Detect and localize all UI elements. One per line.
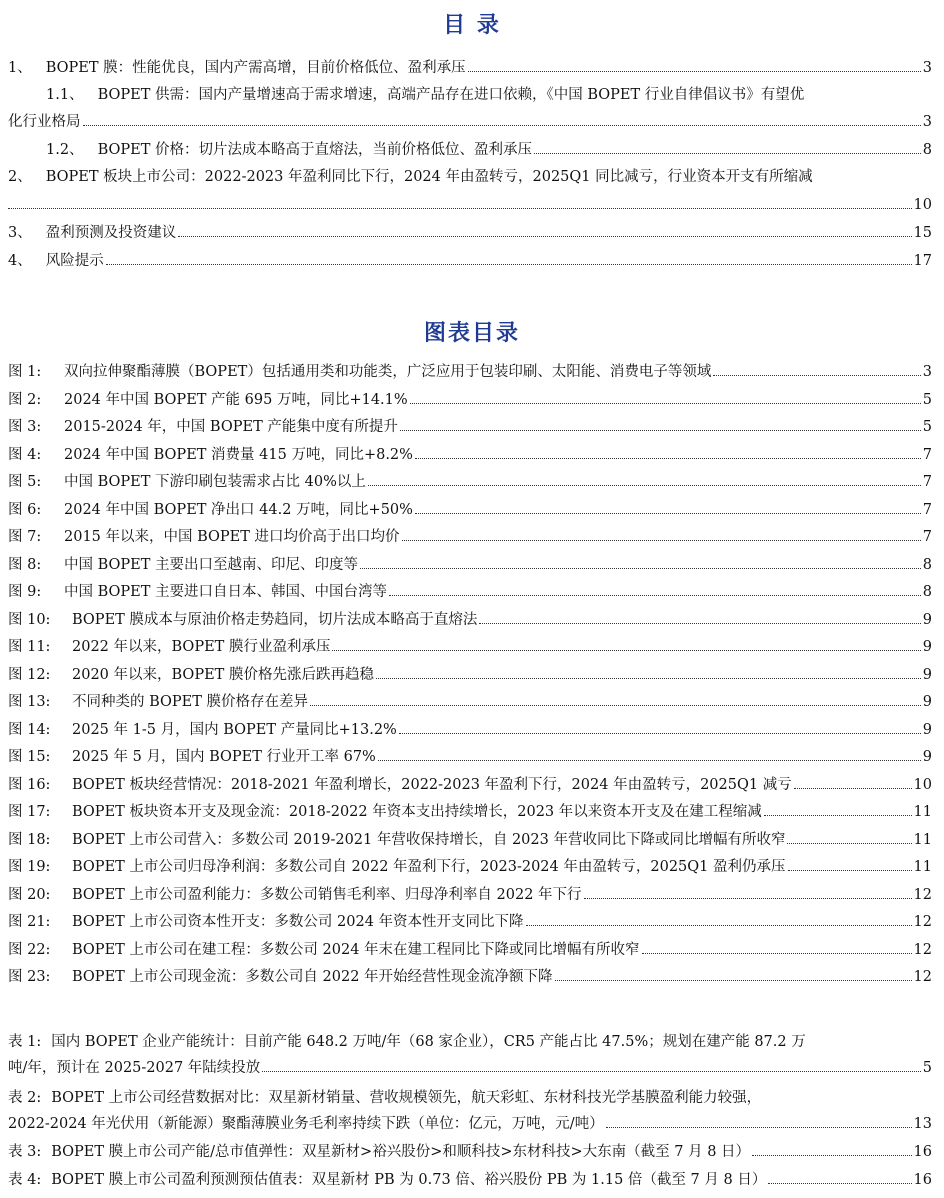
figure-entry-17[interactable]: [8, 802, 932, 822]
figure-entry-label: 图 1:: [8, 364, 42, 380]
leader-dots: [402, 540, 921, 541]
figure-entry-page: 5: [922, 391, 932, 408]
figure-entry-18[interactable]: [8, 830, 932, 850]
leader-dots: [479, 623, 920, 624]
toc-entry-4[interactable]: [8, 251, 932, 271]
toc-entry-2[interactable]: [8, 167, 934, 187]
toc-entry-text-cont: 化行业格局: [8, 114, 81, 130]
figure-entry-label: 图 14:: [8, 721, 51, 738]
figure-entry-2[interactable]: [8, 390, 932, 410]
figure-entry-text: 2024 年中国 BOPET 消费量 415 万吨，同比+8.2%: [64, 446, 413, 463]
table-entry-text: BOPET 上市公司经营数据对比：双星新材销量、营收规模领先，航天彩虹、东材科技光学基膜盈利能力较强，: [51, 1090, 762, 1106]
figure-entry-21[interactable]: [8, 912, 932, 932]
figure-entry-page: 9: [922, 666, 932, 683]
figure-entry-page: 12: [913, 969, 932, 985]
table-entry-page: 5: [922, 1060, 932, 1076]
table-entry-text: 国内 BOPET 企业产能统计：目前产能 648.2 万吨/年（68 家企业），CR5 产能占比 47.5%；规划在建产能 87.2 万: [51, 1034, 806, 1050]
table-entry-2-cont[interactable]: [8, 1114, 932, 1134]
leader-dots: [764, 815, 912, 816]
table-entry-1-cont[interactable]: [8, 1058, 932, 1078]
figure-entry-label: 图 9:: [8, 584, 42, 600]
table-entry-label: 表 3:: [8, 1144, 42, 1160]
toc-entry-page: 10: [913, 197, 932, 213]
toc-entry-1[interactable]: [8, 58, 932, 78]
figure-entry-6[interactable]: [8, 500, 932, 520]
leader-dots: [106, 264, 912, 265]
leader-dots: [360, 568, 921, 569]
figure-entry-text: 中国 BOPET 下游印刷包装需求占比 40%以上: [64, 474, 366, 490]
figure-entry-page: 12: [913, 941, 932, 958]
figure-entry-text: 中国 BOPET 主要进口自日本、韩国、中国台湾等: [64, 584, 388, 600]
figure-entry-7[interactable]: [8, 527, 932, 547]
figure-entry-page: 12: [913, 886, 932, 903]
figure-entry-page: 7: [922, 529, 932, 545]
leader-dots: [178, 236, 911, 237]
table-entry-label: 表 2:: [8, 1090, 42, 1106]
figure-entry-text: BOPET 上市公司归母净利润：多数公司自 2022 年盈利下行，2023-2024 年由盈转亏，2025Q1 盈利仍承压: [72, 859, 786, 875]
figure-entry-page: 8: [922, 584, 932, 600]
table-entry-3[interactable]: [8, 1142, 932, 1162]
figure-entry-page: 11: [913, 804, 932, 820]
leader-dots: [534, 153, 921, 154]
figure-entry-12[interactable]: [8, 665, 932, 685]
figure-entry-8[interactable]: [8, 555, 932, 575]
figure-entry-label: 图 10:: [8, 611, 51, 628]
figure-entry-11[interactable]: [8, 637, 932, 657]
leader-dots: [415, 458, 921, 459]
figure-entry-label: 图 21:: [8, 914, 51, 930]
leader-dots: [389, 595, 921, 596]
table-entry-text: BOPET 膜上市公司产能/总市值弹性：双星新材>裕兴股份>和顺科技>东材科技>大东南（截至 7 月 8 日）: [51, 1144, 751, 1160]
figure-entry-page: 11: [913, 859, 932, 875]
figure-entry-label: 图 19:: [8, 859, 51, 875]
figure-entry-5[interactable]: [8, 472, 932, 492]
toc-entry-text: BOPET 供需：国内产量增速高于需求增速，高端产品存在进口依赖，《中国 BOPET 行业自律倡议书》有望优: [97, 87, 805, 103]
figure-entry-text: BOPET 板块资本开支及现金流：2018-2022 年资本支出持续增长，2023 年以来资本开支及在建工程缩减: [72, 804, 762, 820]
figure-entry-text: BOPET 上市公司营入：多数公司 2019-2021 年营收保持增长，自 2023 年营收同比下降或同比增幅有所收窄: [72, 831, 786, 848]
figure-entry-text: BOPET 上市公司在建工程：多数公司 2024 年末在建工程同比下降或同比增幅有所收窄: [72, 941, 640, 958]
figure-entry-page: 7: [922, 474, 932, 490]
toc-entry-page: 3: [922, 114, 932, 130]
figure-entry-page: 11: [913, 831, 932, 848]
leader-dots: [555, 980, 912, 981]
leader-dots: [606, 1127, 912, 1128]
leader-dots: [788, 870, 912, 871]
table-entry-label: 表 1:: [8, 1034, 42, 1050]
figure-entry-label: 图 23:: [8, 969, 51, 985]
figure-entry-page: 5: [922, 419, 932, 435]
toc-entry-label: 1.1、: [46, 87, 84, 103]
leader-dots: [376, 678, 921, 679]
toc-title: 目 录: [443, 12, 501, 38]
toc-entry-page: 17: [913, 253, 932, 269]
table-entry-label: 表 4:: [8, 1172, 42, 1188]
figure-entry-9[interactable]: [8, 582, 932, 602]
figure-entry-page: 10: [913, 776, 932, 793]
figure-entry-label: 图 8:: [8, 556, 42, 573]
table-entry-page: 13: [913, 1116, 932, 1132]
table-entry-page: 16: [913, 1172, 932, 1188]
toc-entry-label: 4、: [8, 253, 32, 269]
toc-entry-page: 8: [922, 142, 932, 158]
figure-entry-label: 图 16:: [8, 776, 51, 793]
leader-dots: [642, 953, 912, 954]
figure-entry-label: 图 6:: [8, 501, 42, 518]
figure-entry-label: 图 4:: [8, 446, 42, 463]
figure-entry-15[interactable]: [8, 747, 932, 767]
leader-dots: [399, 733, 921, 734]
figure-entry-label: 图 13:: [8, 694, 51, 710]
toc-entry-2-cont[interactable]: [8, 195, 932, 215]
figure-entry-text: 2024 年中国 BOPET 净出口 44.2 万吨，同比+50%: [64, 501, 413, 518]
leader-dots: [768, 1183, 911, 1184]
figure-entry-label: 图 20:: [8, 886, 51, 903]
table-entry-2[interactable]: [8, 1088, 934, 1108]
figure-entry-label: 图 3:: [8, 419, 42, 435]
figure-entry-text: 2024 年中国 BOPET 产能 695 万吨，同比+14.1%: [64, 391, 408, 408]
table-entry-text: BOPET 膜上市公司盈利预测预估值表：双星新材 PB 为 0.73 倍、裕兴股份 PB 为 1.15 倍（截至 7 月 8 日）: [51, 1172, 767, 1188]
figures-title: 图表目录: [423, 320, 520, 346]
leader-dots: [400, 430, 921, 431]
leader-dots: [83, 125, 921, 126]
leader-dots: [713, 375, 920, 376]
toc-entry-label: 3、: [8, 225, 32, 241]
table-entry-1[interactable]: [8, 1032, 934, 1052]
figure-entry-page: 9: [922, 749, 932, 765]
leader-dots: [262, 1071, 920, 1072]
figure-entry-text: 2015-2024 年，中国 BOPET 产能集中度有所提升: [64, 419, 398, 435]
leader-dots: [526, 925, 912, 926]
figure-entry-16[interactable]: [8, 775, 932, 795]
leader-dots: [794, 788, 912, 789]
toc-entry-label: 2、: [8, 169, 32, 185]
figure-entry-13[interactable]: [8, 692, 932, 712]
leader-dots: [378, 760, 921, 761]
figure-entry-text: 双向拉伸聚酯薄膜（BOPET）包括通用类和功能类，广泛应用于包装印刷、太阳能、消费电子等领域: [64, 364, 712, 380]
figure-entry-text: 2022 年以来，BOPET 膜行业盈利承压: [72, 639, 331, 655]
figure-entry-text: 2020 年以来，BOPET 膜价格先涨后跌再趋稳: [72, 666, 374, 683]
figure-entry-label: 图 17:: [8, 804, 51, 820]
figure-entry-page: 9: [922, 721, 932, 738]
figure-entry-text: 2015 年以来，中国 BOPET 进口均价高于出口均价: [64, 529, 400, 545]
toc-entry-page: 15: [913, 225, 932, 241]
figure-entry-text: 不同种类的 BOPET 膜价格存在差异: [72, 694, 309, 710]
figure-entry-22[interactable]: [8, 940, 932, 960]
leader-dots: [410, 403, 921, 404]
table-entry-text-cont: 吨/年，预计在 2025-2027 年陆续投放: [8, 1060, 261, 1076]
figure-entry-page: 12: [913, 914, 932, 930]
leader-dots: [787, 843, 911, 844]
table-entry-text-cont: 2022-2024 年光伏用（新能源）聚酯薄膜业务毛利率持续下跌（单位：亿元，万吨，元/吨）: [8, 1116, 604, 1132]
figure-entry-4[interactable]: [8, 445, 932, 465]
figure-entry-page: 3: [922, 364, 932, 380]
figure-entry-1[interactable]: [8, 362, 932, 382]
toc-entry-text: BOPET 膜：性能优良，国内产需高增，目前价格低位、盈利承压: [45, 60, 466, 76]
figure-entry-text: BOPET 上市公司现金流：多数公司自 2022 年开始经营性现金流净额下降: [72, 969, 553, 985]
toc-entry-text: 盈利预测及投资建议: [45, 225, 177, 241]
toc-entry-text: BOPET 价格：切片法成本略高于直熔法，当前价格低位、盈利承压: [97, 142, 532, 158]
figure-entry-23[interactable]: [8, 967, 932, 987]
figure-entry-page: 7: [922, 446, 932, 463]
figure-entry-text: 中国 BOPET 主要出口至越南、印尼、印度等: [64, 556, 359, 573]
table-entry-page: 16: [913, 1144, 932, 1160]
figure-entry-label: 图 15:: [8, 749, 51, 765]
leader-dots: [415, 513, 921, 514]
toc-entry-text: 风险提示: [45, 253, 104, 269]
figure-entry-page: 9: [922, 694, 932, 710]
figure-entry-10[interactable]: [8, 610, 932, 630]
figure-entry-page: 7: [922, 501, 932, 518]
figure-entry-label: 图 18:: [8, 831, 51, 848]
figure-entry-text: BOPET 上市公司盈利能力：多数公司销售毛利率、归母净利率自 2022 年下行: [72, 886, 582, 903]
toc-entry-label: 1、: [8, 60, 32, 76]
table-entry-4[interactable]: [8, 1170, 932, 1190]
figure-entry-label: 图 5:: [8, 474, 42, 490]
leader-dots: [584, 898, 912, 899]
toc-entry-label: 1.2、: [46, 142, 84, 158]
figure-entry-page: 9: [922, 639, 932, 655]
figure-entry-label: 图 2:: [8, 391, 42, 408]
toc-entry-1-1-cont[interactable]: [8, 112, 932, 132]
figure-entry-text: BOPET 上市公司资本性开支：多数公司 2024 年资本性开支同比下降: [72, 914, 524, 930]
figure-entry-label: 图 22:: [8, 941, 51, 958]
toc-entry-3[interactable]: [8, 223, 932, 243]
figure-entry-page: 9: [922, 611, 932, 628]
figure-entry-label: 图 12:: [8, 666, 51, 683]
figure-entry-text: 2025 年 5 月，国内 BOPET 行业开工率 67%: [72, 749, 376, 765]
figure-entry-text: 2025 年 1-5 月，国内 BOPET 产量同比+13.2%: [72, 721, 397, 738]
figure-entry-text: BOPET 板块经营情况：2018-2021 年盈利增长，2022-2023 年盈利下行，2024 年由盈转亏，2025Q1 减亏: [72, 776, 792, 793]
leader-dots: [468, 71, 921, 72]
leader-dots: [752, 1155, 912, 1156]
toc-entry-1-2[interactable]: [46, 140, 932, 160]
leader-dots: [368, 485, 921, 486]
figure-entry-3[interactable]: [8, 417, 932, 437]
toc-entry-page: 3: [922, 60, 932, 76]
figure-entry-20[interactable]: [8, 885, 932, 905]
leader-dots: [8, 208, 912, 209]
leader-dots: [310, 705, 921, 706]
leader-dots: [332, 650, 920, 651]
figure-entry-14[interactable]: [8, 720, 932, 740]
figure-entry-19[interactable]: [8, 857, 932, 877]
figure-entry-text: BOPET 膜成本与原油价格走势趋同，切片法成本略高于直熔法: [72, 611, 478, 628]
figure-entry-label: 图 11:: [8, 639, 51, 655]
toc-entry-text: BOPET 板块上市公司：2022-2023 年盈利同比下行，2024 年由盈转亏，2025Q1 同比减亏，行业资本开支有所缩减: [45, 169, 813, 185]
toc-entry-1-1[interactable]: [46, 85, 934, 105]
figure-entry-page: 8: [922, 556, 932, 573]
figure-entry-label: 图 7:: [8, 529, 42, 545]
